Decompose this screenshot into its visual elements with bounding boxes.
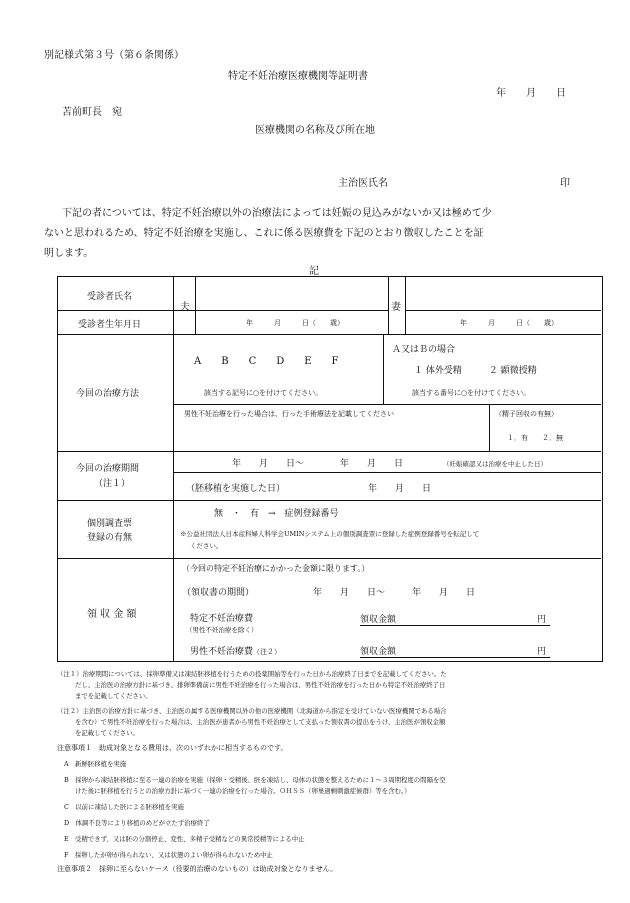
husband-label: 夫 (180, 302, 190, 313)
note-1-line-2: だし、主治医の治療方針に基づき、排卵準備前に男性不妊治療を行った場合は、男性不妊治療を行った日から特定不妊治療終了日 (75, 681, 446, 689)
row-divider (57, 558, 601, 559)
caution-1: 注意事項１ 助成対象となる費用は、次のいずれかに相当するものです。 (57, 744, 288, 752)
male-surgery-field[interactable] (180, 422, 483, 446)
caution-item-a: A 新鮮胚移植を実施 (64, 760, 127, 768)
row-divider (57, 500, 601, 501)
issue-date: 年 月 日 (496, 88, 566, 99)
treatment-period-note-ref: （注１） (94, 479, 131, 489)
row-divider (195, 310, 388, 311)
sperm-divider (489, 404, 490, 451)
embryo-transfer-date-field[interactable]: 年 月 日 (368, 484, 432, 494)
caution-item-c: C 以前に凍結した胚による胚移植を実施 (64, 803, 184, 811)
yen-unit: 円 (536, 647, 546, 657)
wife-name-field[interactable] (410, 280, 596, 306)
specific-fee-amount-field[interactable] (360, 612, 550, 626)
embryo-transfer-label: （胚移植を実施した日） (186, 484, 286, 494)
row-divider (173, 404, 601, 405)
registry-note-line-1: ※公益社団法人日本産科婦人科学会UMINシステム上の個別調査票に登録した症例登録番号を転記して (180, 530, 480, 538)
caution-item-e: E 受精できず、又は胚の分割停止、変性、多精子受精などの異常授精等による中止 (64, 835, 305, 843)
specific-fee-label: 特定不妊治療費 (190, 614, 254, 624)
row-divider (57, 334, 601, 335)
method-instruction: 該当する記号に○を付けてください。 (204, 389, 323, 397)
intro-line-3: 明します。 (44, 248, 94, 259)
wife-dob-field[interactable]: 年 月 日（ 歳） (460, 319, 558, 327)
caution-item-d: D 体調不良等により移植のめどが立たず治療終了 (64, 819, 210, 827)
row-divider (57, 310, 173, 311)
ki-mark: 記 (309, 266, 319, 277)
received-amount-label: 領収金額 (360, 615, 397, 625)
registry-options[interactable]: 無 ・ 有 → 症例登録番号 (214, 509, 339, 519)
wife-label: 妻 (391, 302, 401, 313)
amount-label: 領 収 金 額 (87, 609, 137, 620)
caution-item-b-line-2: けた後に胚移植を行うとの治療方針に基づく一連の治療を行った場合。ＯＨＳＳ（卵巣過剰刺激症候群）等を含む。） (75, 787, 411, 795)
male-fee-text: 男性不妊治療費 (190, 647, 254, 657)
male-fee-note-ref: （注２） (253, 648, 282, 656)
row-divider (405, 310, 601, 311)
wife-divider-right (405, 276, 406, 334)
seal-mark: 印 (560, 178, 570, 189)
treatment-method-label: 今回の治療方法 (76, 389, 140, 399)
male-fee-label (190, 644, 281, 657)
addressee: 苫前町長 宛 (62, 107, 122, 118)
patient-name-label: 受診者氏名 (87, 292, 133, 302)
note-2-line-3: を記載してください。 (75, 729, 139, 737)
method-divider (383, 334, 384, 404)
treatment-period-field[interactable]: 年 月 日～ 年 月 日 (232, 459, 404, 469)
received-amount-label: 領収金額 (360, 647, 397, 657)
row-divider (57, 451, 601, 452)
row-divider (173, 472, 601, 473)
page-title: 特定不妊治療医療機関等証明書 (228, 71, 368, 82)
husband-dob-field[interactable]: 年 月 日（ 歳） (246, 319, 344, 327)
registry-label-line-1: 個別調査票 (87, 519, 133, 529)
patient-dob-label: 受診者生年月日 (78, 320, 142, 330)
registry-label-line-2: 登録の有無 (87, 533, 133, 543)
ab-options[interactable]: １ 体外受精 ２ 顕微授精 (414, 366, 537, 376)
form-number: 別記様式第３号（第６条関係） (44, 50, 184, 61)
ab-instruction: 該当する番号に○を付けてください。 (412, 389, 531, 397)
registry-note-line-2: ください。 (190, 542, 223, 550)
caution-2: 注意事項２ 採卵に至らないケース（役要的治療のないもの）は助成対象となりません。 (57, 865, 338, 873)
male-fee-amount-field[interactable] (360, 644, 550, 658)
intro-line-2: ないと思われるため、特定不妊治療を実施し、これに係る医療費を下記のとおり徴収したことを証 (44, 228, 484, 239)
method-options[interactable]: A B C D E F (194, 356, 339, 367)
note-1-line-1: （注１）治療期間については、採卵準備又は凍結胚移植を行うための投薬開始等を行った日から治療終了日までを記載してください。た (57, 670, 447, 678)
institution-label: 医療機関の名称及び所在地 (255, 125, 375, 136)
treatment-end-note: （妊娠確認又は治療を中止した日） (443, 460, 547, 468)
husband-name-field[interactable] (200, 280, 383, 306)
caution-item-f: F 採卵したが卵が得られない、又は状態のよい卵が得られないため中止 (64, 851, 273, 859)
male-treatment-note: 男性不妊治療を行った場合は、行った手術療法を記載してください (184, 410, 394, 418)
yen-unit: 円 (536, 615, 546, 625)
note-2-line-1: （注２）主治医の治療方針に基づき、主治医の属する医療機関以外の他の医療機関（北海道から指定を受けていない医療機関である場合 (57, 707, 447, 715)
treatment-period-label: 今回の治療期間 (76, 464, 140, 474)
doctor-name-label: 主治医氏名 (338, 178, 388, 189)
note-2-line-2: を含む）で男性不妊治療を行った場合は、主治医が患者から男性不妊治療として支払った領収書の提出をうけ、主治医が領収金額 (75, 718, 446, 726)
receipt-period-field[interactable]: 年 月 日～ 年 月 日 (313, 588, 476, 598)
receipt-period-label: （領収書の期間） (182, 588, 255, 598)
wife-divider-left (388, 276, 389, 334)
intro-line-1: 下記の者については、特定不妊治療以外の治療法によっては妊娠の見込みがないか又は極めて少 (62, 208, 492, 219)
husband-divider (195, 276, 196, 334)
caution-item-b-line-1: B 採卵から凍結胚移植に至る一連の治療を実施（採卵・受精後、胚を凍結し、母体の状態を整えるために１～３周期程度の間隔を空 (64, 776, 446, 784)
ab-case-title: Ａ又はＢの場合 (392, 345, 456, 355)
amount-scope-note: （今回の特定不妊治療にかかった金額に限ります。） (182, 564, 370, 573)
note-1-line-3: までを記載してください。 (75, 692, 152, 700)
sperm-retrieval-label: （精子回収の有無） (495, 410, 558, 418)
specific-fee-sublabel: （男性不妊治療を除く） (186, 626, 258, 634)
sperm-retrieval-options[interactable]: １．有 ２．無 (507, 434, 563, 442)
